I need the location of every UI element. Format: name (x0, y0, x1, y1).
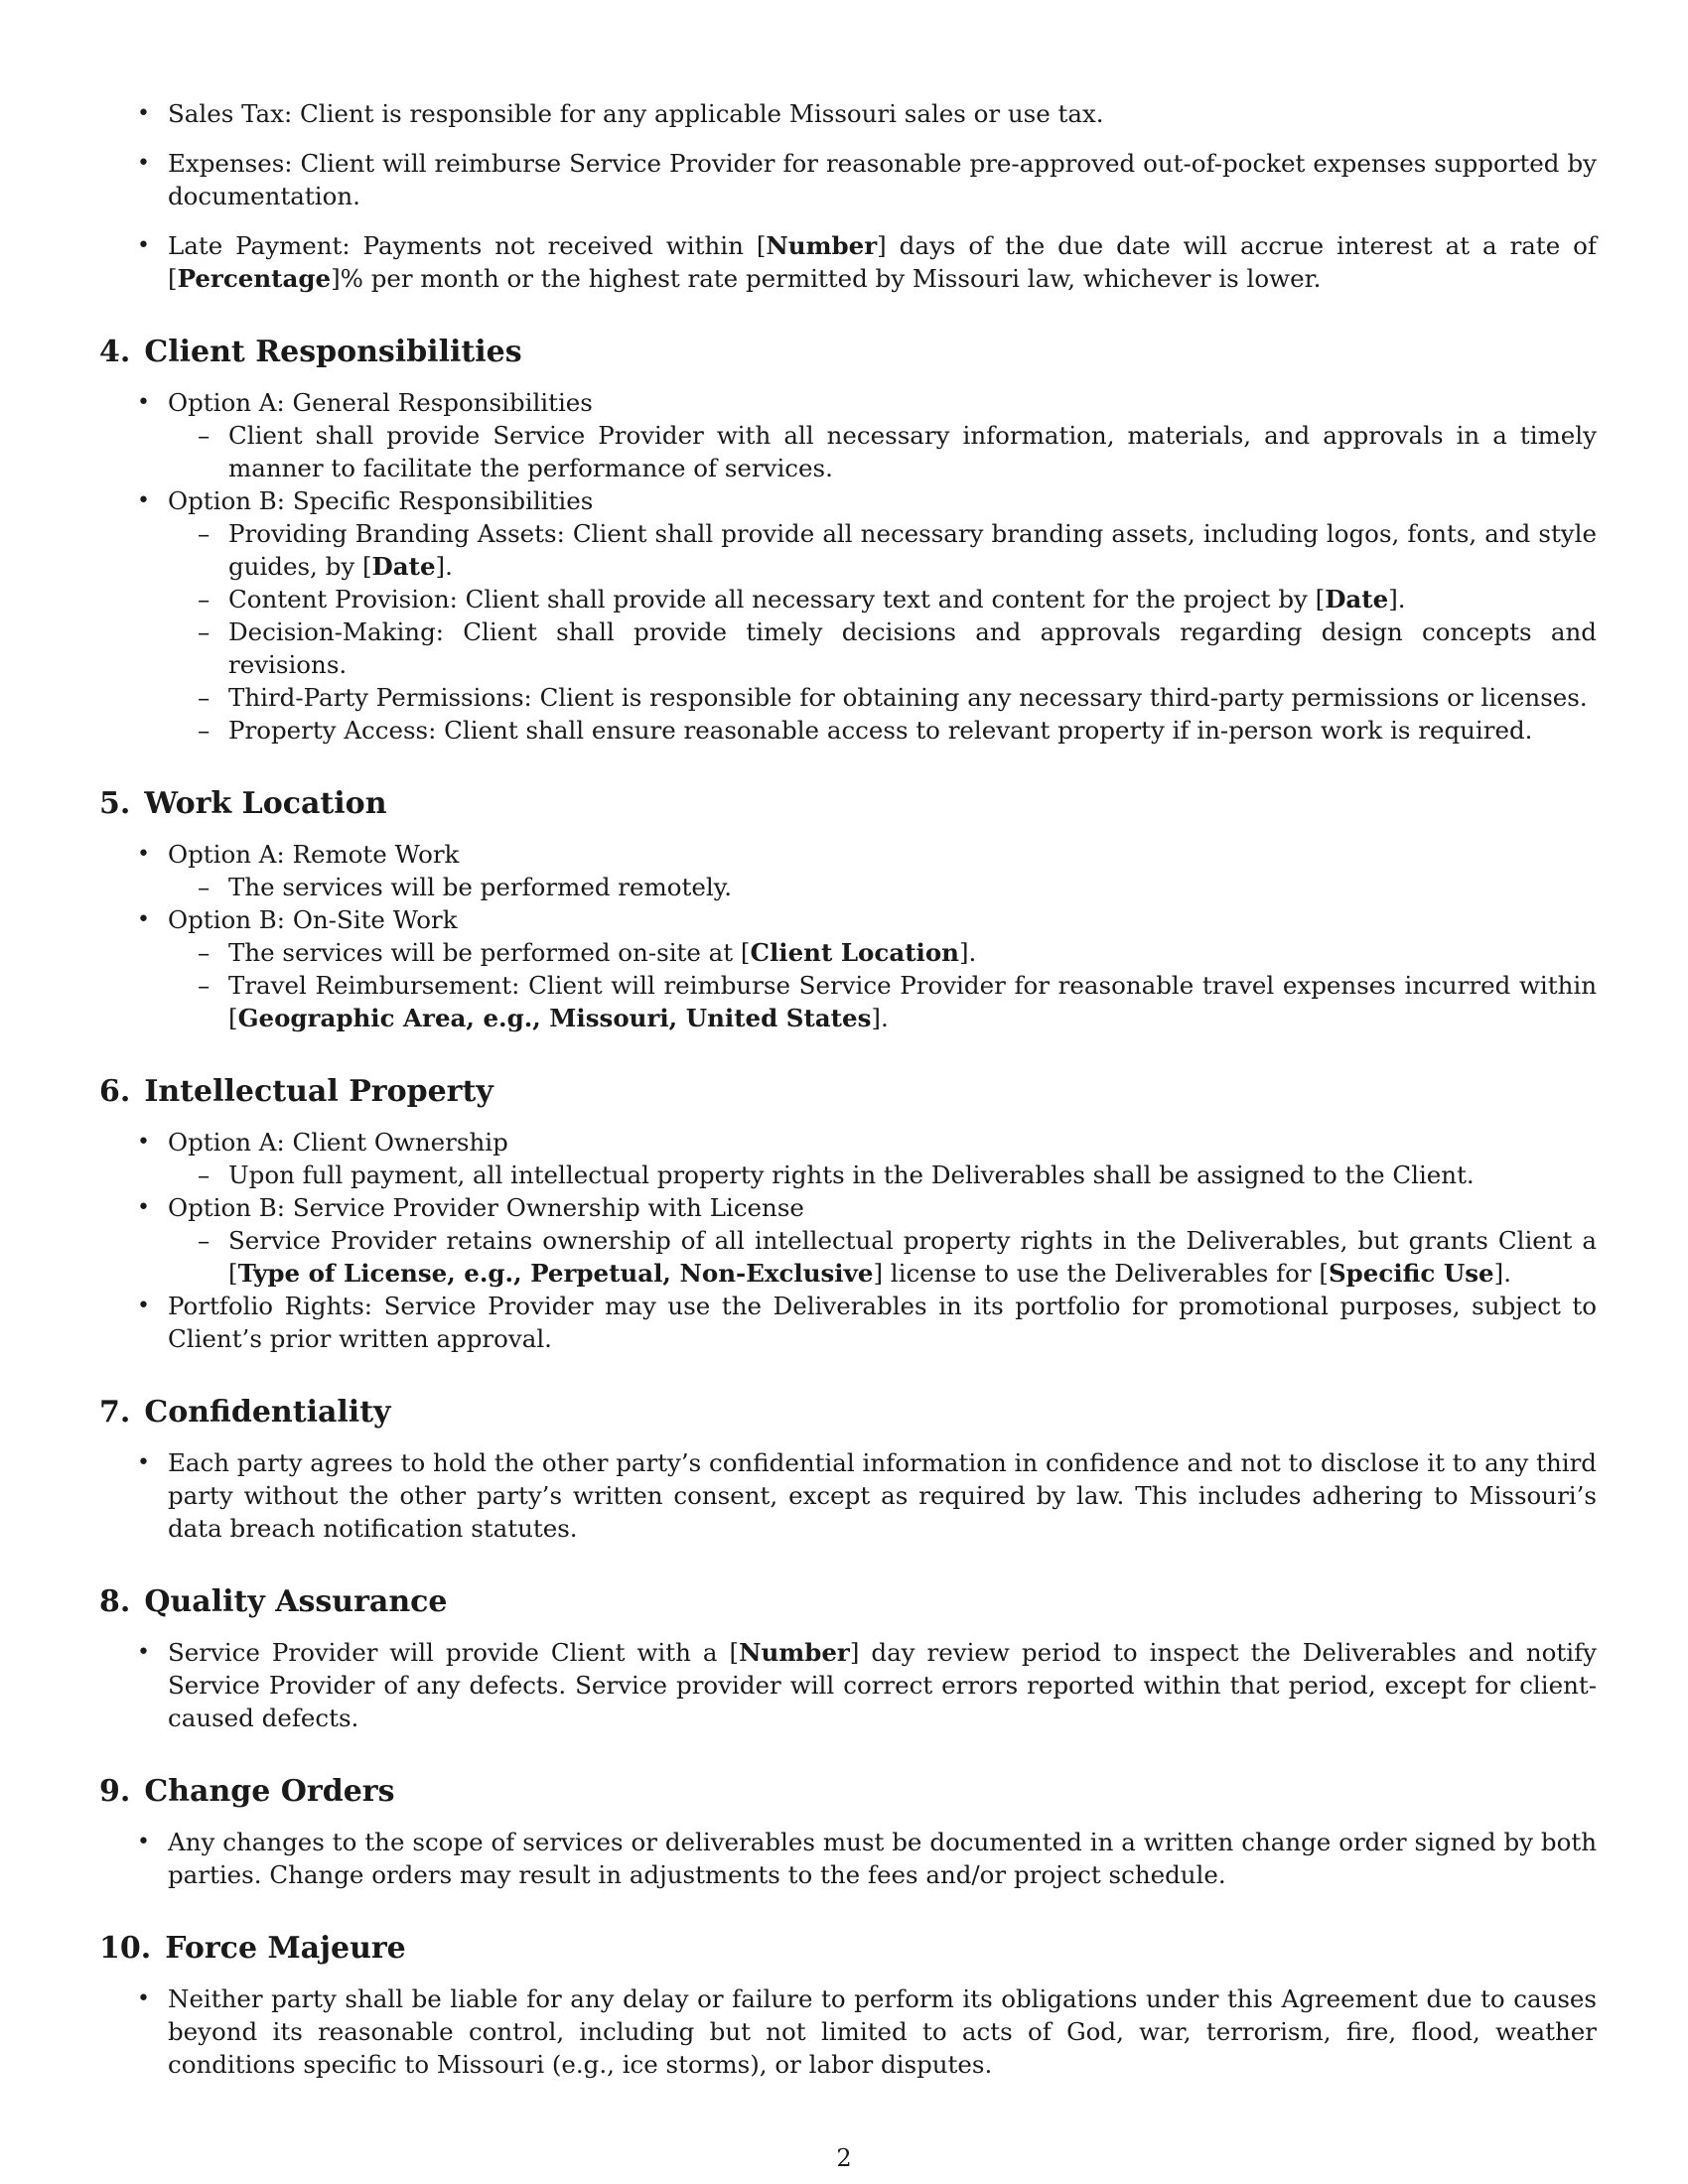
force-majeure-text: Neither party shall be liable for any delay or failure to perform its obligations under this Agreement due to causes beyond its reasonable control, including but not limited to acts of God, war, terrorism, fire, flood, weather conditions specific to Missouri (e.g., ice storms), or labor disputes. (168, 1984, 1597, 2079)
placeholder-specific-use: Specific Use (1328, 1259, 1494, 1288)
section-title: Client Responsibilities (144, 335, 522, 369)
quality-text: ] day review period to inspect the Deliverables and notify Service Provider of any defects. Service provider will correct errors reported within that period, except for client-caused defects. (168, 1638, 1597, 1732)
list-item (99, 1191, 1597, 1290)
sub-list-item (168, 517, 1597, 583)
section-heading (99, 784, 1597, 824)
sub-item-text: ]. (435, 552, 453, 581)
section-heading (99, 333, 1597, 372)
section-number: 5. (99, 786, 131, 821)
sub-item-text: Service Provider retains ownership of all intellectual property rights in the Deliverables, but grants Client a [ (228, 1226, 1597, 1288)
option-label: Option B: On-Site Work (168, 905, 458, 934)
sub-list-item (168, 419, 1597, 484)
sub-item-text: ]. (1493, 1259, 1511, 1288)
sub-item-text: The services will be performed remotely. (228, 873, 733, 901)
placeholder-number: Number (739, 1638, 850, 1667)
list-item (99, 1290, 1597, 1355)
sub-list (168, 419, 1597, 484)
sub-item-text: Upon full payment, all intellectual property rights in the Deliverables shall be assigned to the Client. (228, 1160, 1475, 1189)
sub-list-item (168, 714, 1597, 747)
sub-list-item (168, 1224, 1597, 1290)
expenses-text: Expenses: Client will reimburse Service Provider for reasonable pre-approved out-of-pocket expenses supported by documentation. (168, 149, 1597, 210)
list-item (99, 386, 1597, 484)
sub-item-text: Decision-Making: Client shall provide timely decisions and approvals regarding design concepts and revisions. (228, 617, 1597, 679)
section-change-orders (99, 1772, 1597, 1891)
late-payment-text: ] days of the due date will accrue interest at a rate of [ (168, 231, 1597, 293)
sub-list (168, 517, 1597, 747)
list-item (99, 1126, 1597, 1191)
section-confidentiality (99, 1393, 1597, 1545)
sub-item-text: Client shall provide Service Provider with all necessary information, materials, and approvals in a timely manner to facilitate the performance of services. (228, 421, 1597, 482)
confidentiality-text: Each party agrees to hold the other party’s confidential information in confidence and not to disclose it to any third party without the other party’s written consent, except as required by law. This includes adhering to Missouri’s data breach notification statutes. (168, 1448, 1597, 1543)
sub-item-text: Content Provision: Client shall provide all necessary text and content for the project by [ (228, 585, 1326, 614)
late-payment-text: ]% per month or the highest rate permitted by Missouri law, whichever is lower. (331, 264, 1322, 293)
section-heading (99, 1072, 1597, 1112)
placeholder-date: Date (1325, 585, 1389, 614)
placeholder-client-location: Client Location (750, 938, 959, 967)
sub-item-text: Third-Party Permissions: Client is responsible for obtaining any necessary third-party permissions or licenses. (228, 683, 1588, 712)
sub-list (168, 936, 1597, 1034)
list-item (99, 229, 1597, 295)
section-number: 6. (99, 1074, 131, 1109)
sub-item-text: Property Access: Client shall ensure reasonable access to relevant property if in-person work is required. (228, 716, 1533, 745)
section-list (99, 1446, 1597, 1545)
section-number: 9. (99, 1774, 131, 1809)
late-payment-text: Late Payment: Payments not received within [ (168, 231, 767, 260)
option-label: Option A: General Responsibilities (168, 388, 593, 417)
list-item (99, 1446, 1597, 1545)
sub-item-text: ]. (871, 1004, 889, 1032)
sub-list-item (168, 936, 1597, 969)
option-label: Option B: Specific Responsibilities (168, 486, 594, 515)
section-work-location (99, 784, 1597, 1034)
list-item (99, 838, 1597, 903)
section-title: Quality Assurance (144, 1584, 448, 1619)
option-label: Option B: Service Provider Ownership with License (168, 1193, 804, 1222)
section-heading (99, 1929, 1597, 1969)
section-heading (99, 1772, 1597, 1812)
placeholder-percentage: Percentage (177, 264, 332, 293)
option-label: Option A: Remote Work (168, 840, 460, 869)
section-title: Change Orders (144, 1774, 395, 1809)
section-number: 7. (99, 1395, 131, 1430)
section-list (99, 1636, 1597, 1734)
list-item (99, 484, 1597, 747)
placeholder-number: Number (766, 231, 878, 260)
section-list (99, 1126, 1597, 1355)
list-item (99, 97, 1597, 130)
portfolio-rights-text: Portfolio Rights: Service Provider may use the Deliverables in its portfolio for promotional purposes, subject to Client’s prior written approval. (168, 1292, 1597, 1353)
list-item (99, 1636, 1597, 1734)
list-item (99, 1982, 1597, 2081)
section-number: 10. (99, 1931, 152, 1966)
placeholder-license-type: Type of License, e.g., Perpetual, Non-Exclusive (237, 1259, 874, 1288)
page-number: 2 (836, 2144, 852, 2172)
section-title: Force Majeure (165, 1931, 406, 1966)
placeholder-date: Date (371, 552, 436, 581)
section-title: Work Location (144, 786, 387, 821)
list-item (99, 903, 1597, 1034)
sub-item-text: The services will be performed on-site at [ (228, 938, 751, 967)
section-list (99, 1982, 1597, 2081)
sub-list (168, 1159, 1597, 1191)
placeholder-geographic-area: Geographic Area, e.g., Missouri, United States (237, 1004, 872, 1032)
sub-list-item (168, 871, 1597, 903)
section-force-majeure (99, 1929, 1597, 2081)
sub-list (168, 871, 1597, 903)
sub-list (168, 1224, 1597, 1290)
sub-list-item (168, 1159, 1597, 1191)
list-item (99, 1826, 1597, 1891)
change-orders-text: Any changes to the scope of services or deliverables must be documented in a written change order signed by both parties. Change orders may result in adjustments to the fees and/or project schedule. (168, 1828, 1597, 1889)
section-client-responsibilities (99, 333, 1597, 747)
section-list (99, 386, 1597, 747)
sub-list-item (168, 681, 1597, 714)
section-list (99, 1826, 1597, 1891)
section-quality-assurance (99, 1582, 1597, 1734)
sub-list-item (168, 615, 1597, 681)
option-label: Option A: Client Ownership (168, 1128, 508, 1157)
sub-item-text: ] license to use the Deliverables for [ (873, 1259, 1329, 1288)
sub-item-text: ]. (1388, 585, 1406, 614)
document-body (99, 97, 1597, 2081)
section-intellectual-property (99, 1072, 1597, 1355)
section-heading (99, 1582, 1597, 1622)
sub-item-text: Providing Branding Assets: Client shall provide all necessary branding assets, including logos, fonts, and style guides, by [ (228, 519, 1597, 581)
section-number: 4. (99, 335, 131, 369)
sub-list-item (168, 583, 1597, 615)
sales-tax-text: Sales Tax: Client is responsible for any applicable Missouri sales or use tax. (168, 99, 1104, 128)
section-title: Confidentiality (144, 1395, 391, 1430)
payment-terms-list (99, 97, 1597, 295)
section-heading (99, 1393, 1597, 1433)
section-title: Intellectual Property (144, 1074, 493, 1109)
list-item (99, 147, 1597, 212)
sub-item-text: ]. (958, 938, 977, 967)
quality-text: Service Provider will provide Client with a [ (168, 1638, 740, 1667)
sub-list-item (168, 969, 1597, 1034)
sub-item-text: Travel Reimbursement: Client will reimburse Service Provider for reasonable travel expenses incurred within [ (228, 971, 1597, 1032)
section-number: 8. (99, 1584, 131, 1619)
section-list (99, 838, 1597, 1034)
